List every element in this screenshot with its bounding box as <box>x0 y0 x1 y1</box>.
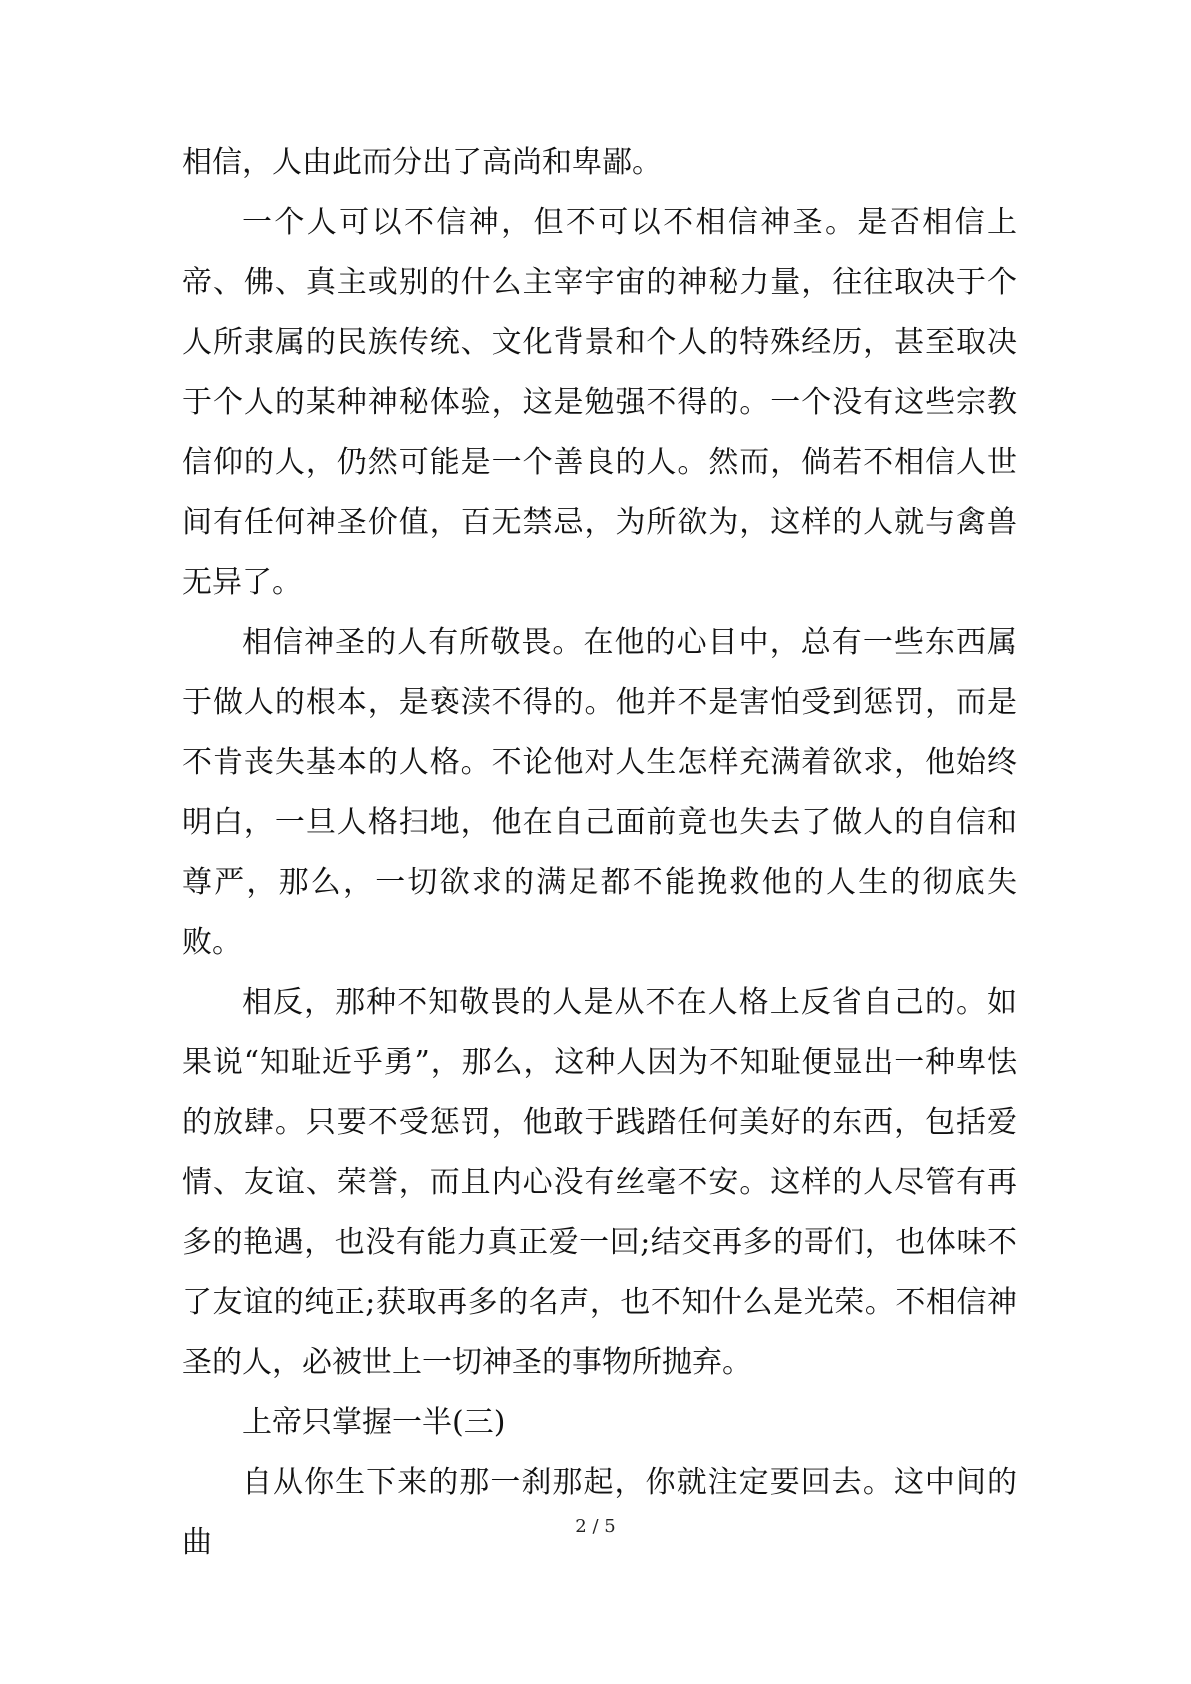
page-number: 2 / 5 <box>575 1516 616 1537</box>
paragraph-birth: 自从你生下来的那一刹那起，你就注定要回去。这中间的曲 <box>182 1465 1017 1560</box>
paragraph-sacred-belief: 一个人可以不信神，但不可以不相信神圣。是否相信上帝、佛、真主或别的什么主宰宇宙的神秘力量，往往取决于个人所隶属的民族传统、文化背景和个人的特殊经历，甚至取决于个人的某种神秘体验，这是勉强不得的。一个没有这些宗教信仰的人，仍然可能是一个善良的人。然而，倘若不相信人世间有任何神圣价值，百无禁忌，为所欲为，这样的人就与禽兽无异了。 <box>182 205 1017 600</box>
paragraph-reverence: 相信神圣的人有所敬畏。在他的心目中，总有一些东西属于做人的根本，是亵渎不得的。他并不是害怕受到惩罚，而是不肯丧失基本的人格。不论他对人生怎样充满着欲求，他始终明白，一旦人格扫地，他在自己面前竟也失去了做人的自信和尊严，那么，一切欲求的满足都不能挽救他的人生的彻底失败。 <box>182 625 1017 960</box>
paragraph-continuation: 相信，人由此而分出了高尚和卑鄙。 <box>182 145 662 180</box>
paragraph-no-reverence: 相反，那种不知敬畏的人是从不在人格上反省自己的。如果说“知耻近乎勇”，那么，这种人因为不知耻便显出一种卑怯的放肆。只要不受惩罚，他敢于践踏任何美好的东西，包括爱情、友谊、荣誉，而且内心没有丝毫不安。这样的人尽管有再多的艳遇，也没有能力真正爱一回;结交再多的哥们，也体味不了友谊的纯正;获取再多的名声，也不知什么是光荣。不相信神圣的人，必被世上一切神圣的事物所抛弃。 <box>182 985 1017 1380</box>
section-heading: 上帝只掌握一半(三) <box>242 1405 506 1440</box>
document-body <box>182 133 1017 1573</box>
